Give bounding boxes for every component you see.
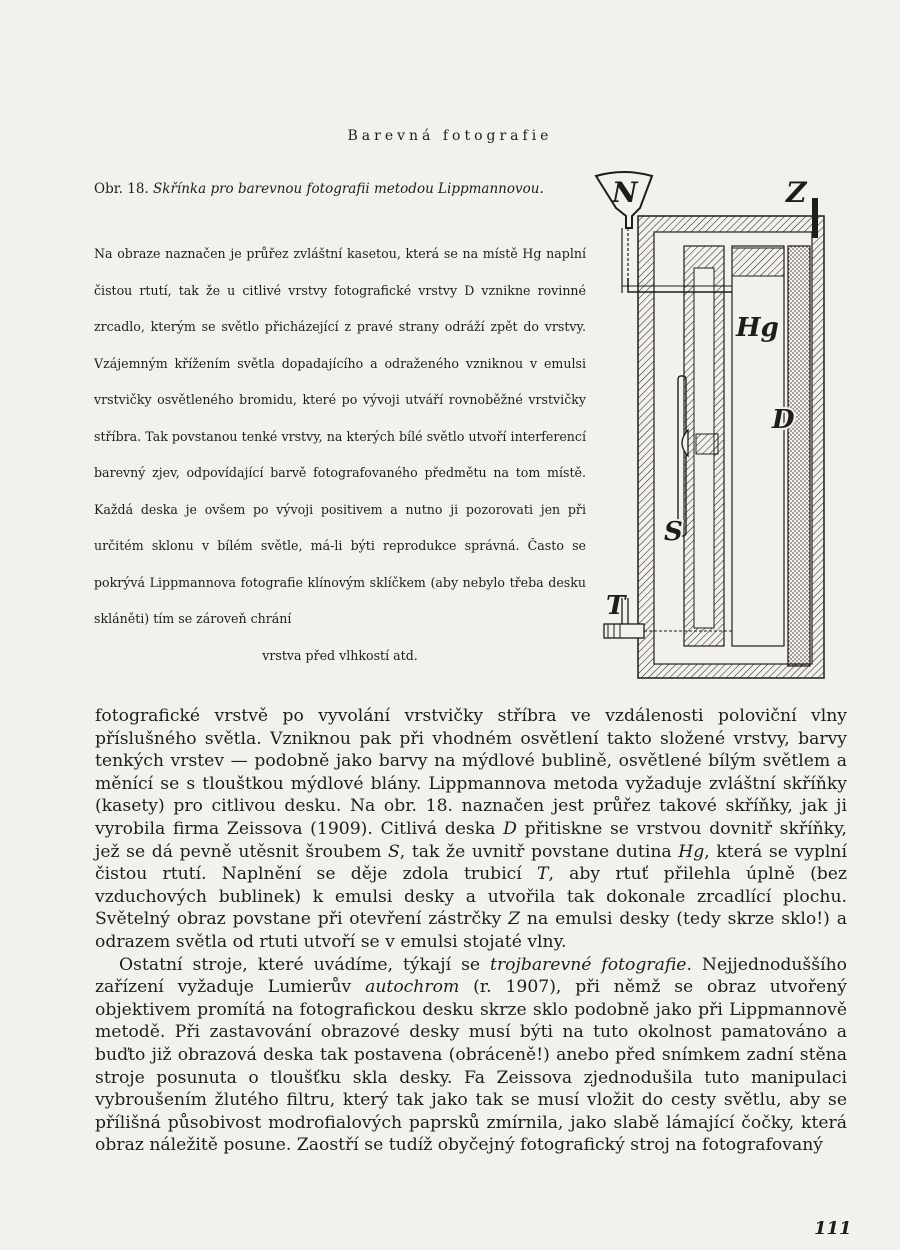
label-t: T (606, 591, 626, 621)
figure-caption (94, 181, 594, 197)
label-s: S (664, 517, 683, 547)
caption-title: Skřínka pro barevnou fotografii metodou Lippmannovou. (153, 181, 544, 197)
text-run: . Nejjednoduššího zařízení vyžaduje Lumierův (95, 954, 847, 998)
text-italic-autochrom: autochrom (365, 977, 460, 998)
text-run: přitiskne se vrstvou dovnitř skříňky, jež se dá pevně utěsnit šroubem (95, 818, 847, 862)
paragraph-trichrome (95, 954, 847, 1157)
label-hg: Hg (736, 313, 779, 343)
text-run: , která se vyplní čistou rtutí. Naplnění se děje zdola trubicí (95, 841, 847, 885)
plate-d (788, 246, 810, 666)
running-title: Barevná fotografie (347, 128, 553, 144)
body-text (95, 705, 847, 1157)
text-run: (r. 1907), při němž se obraz utvořený objektivem promítá na fotografickou desku skrze sklo podobně jako při Lippmannově metodě. Při zastavování obrazové desky musí býti na tuto okolnost pamatováno a buďto již obrazová deska tak postavena (obráceně!) anebo před snímkem zadní stěna stroje posunuta o tloušťku skla desky. Fa Zeissova zjednodušila tuto manipulaci vybroušením žlutého filtru, který tak jako tak se musí vložit do cesty světlu, aby se přílišná působivost modrofialových paprsků zmírnila, jako slabě lámající čočky, která obraz náležitě posune. Zaostří se tudíž obyčejný fotografický stroj na fotografovaný (95, 977, 847, 1156)
text-italic-trichrome: trojbarevné fotografie (490, 954, 687, 975)
text-italic-s: S (387, 841, 400, 862)
label-n: N (612, 176, 638, 209)
text-italic-d: D (503, 818, 517, 839)
caption-last-line: vrstva před vlhkostí atd. (262, 647, 418, 663)
caption-number: Obr. 18. (94, 181, 149, 197)
text-italic-t: T (537, 864, 549, 885)
page-number: 111 (814, 1218, 852, 1239)
text-run: na emulsi desky (tedy skrze sklo!) a odrazem světla od rtuti utvoří se v emulsi stojaté vlny. (95, 909, 847, 952)
shutter-z (812, 198, 818, 238)
cassette-cross-section-diagram (592, 168, 832, 698)
text-italic-z: Z (508, 909, 521, 930)
text-run: Ostatní stroje, které uvádíme, týkají se (119, 954, 491, 975)
text-run: , aby rtuť přilehla úplně (bez vzduchových bublinek) k emulsi desky a utvořila tak dokonale zrcadlící plochu. Světelný obraz povstane při otevření zástrčky (95, 864, 848, 930)
caption-description (94, 236, 586, 674)
paragraph-lippmann (95, 705, 847, 954)
label-d: D (772, 405, 795, 435)
text-run: , tak že uvnitř povstane dutina (399, 841, 679, 862)
text-run: fotografické vrstvě po vyvolání vrstvičky stříbra ve vzdálenosti poloviční vlny příslušného světla. Vzniknou pak při vhodném osvětlení takto složené vrstvy, barvy tenkých vrstev — podobně jako barvy na mýdlové bublině, osvětlené bílým světlem a měnící se s tlouštkou mýdlové blány. Lippmannova metoda vyžaduje zvláštní skříňky (kasety) pro citlivou desku. Na obr. 18. naznačen jest průřez takové skříňky, jak ji vyrobila firma Zeissova (1909). Citlivá deska (95, 706, 847, 839)
mercury-chamber (732, 246, 784, 646)
caption-text: Na obraze naznačen je průřez zvláštní kasetou, která se na místě Hg naplní čistou rtutí, tak že u citlivé vrstvy fotografické vrstvy D vznikne rovinné zrcadlo, kterým se světlo přicházející z pravé strany odráží zpět do vrstvy. Vzájemným křížením světla dopadajícího a odraženého vzniknou v emulsi vrstvičky osvětleného bromidu, které po vývoji utváří rovnoběžné vrstvičky stříbra. Tak povstanou tenké vrstvy, na kterých bílé světlo utvoří interferencí barevný zjev, odpovídající barvě fotografovaného předmětu na tom místě. Každá deska je ovšem po vývoji positivem a nutno ji pozorovati jen při určitém sklonu v bílém světle, má-li býti reprodukce správná. Často se pokrývá Lippmannova fotografie klínovým sklíčkem (aby nebylo třeba desku skláněti) tím se zároveň chrání (94, 246, 586, 626)
label-z: Z (786, 176, 807, 209)
text-italic-hg: Hg (678, 841, 705, 862)
